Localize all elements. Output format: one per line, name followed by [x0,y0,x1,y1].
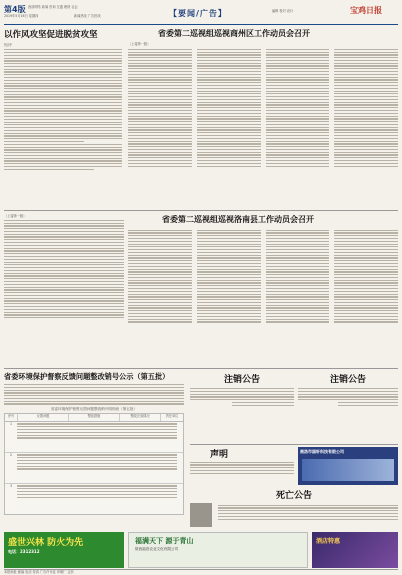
th-unit: 责任单位 [165,413,179,418]
th-problem: 反馈问题 [18,414,69,421]
death-title: 死亡公告 [275,491,312,501]
ad-company-name: 陕西福泊农业文化有限公司 [135,547,179,551]
ad-hotel [312,532,398,568]
portrait-photo [190,503,212,527]
table-row [5,453,183,484]
article2-kicker: （上接第一版） [128,42,151,46]
ad-forest-fire [4,532,124,568]
article-left-mid [4,214,124,364]
notice-cancel-1 [190,372,294,442]
newspaper-logo: 宝鸡日报 [350,6,382,15]
article2-headline: 省委第二巡视组巡视商州区工作动员会召开 [158,29,310,38]
page-header [4,4,398,26]
divider-2 [4,368,398,369]
row-index: 2 [9,452,13,457]
article4-headline: 省委环境保护督察反馈问题整改销号公示（第五批） [4,372,170,381]
article1-headline: 以作风攻坚促进脱贫攻坚 [4,30,98,40]
article3-headline: 省委第二巡视组巡视洛南县工作动员会召开 [162,215,314,224]
table-title: 省委环境保护督察反馈问题整改销号明细表（第五批） [50,406,138,411]
article-luonan [128,214,398,364]
env-table-header [5,414,183,422]
footer-line: 本报地址 邮编 电话 传真 广告许可证 印刷厂 定价 [4,570,74,574]
ad-company-slogan: 福满天下 源于青山 [135,537,194,545]
article-left-top [4,30,124,205]
left-mid-kicker: （上接第一版） [4,214,27,218]
table-row [5,422,183,453]
cancel1-title: 注销公告 [223,375,260,385]
env-table [4,413,184,515]
left-mid-body [4,220,124,319]
side-ad-title: 商洛市国轩科技有限公司 [300,449,344,454]
cancel2-title: 注销公告 [329,375,366,385]
table-row [5,484,183,514]
ad-hotel-text: 酒店特惠 [316,538,341,545]
page-number: 第4版 [4,5,26,14]
ad-company [128,532,308,568]
editor-line: 编辑 校对 设计 [272,9,294,13]
article4-intro [4,384,184,405]
article1-body [4,49,124,170]
row-index: 1 [9,421,13,426]
statement-title: 声明 [210,450,229,460]
header-rule [4,24,398,25]
article-env [4,372,184,530]
article2-columns [128,47,398,168]
side-ad [298,447,398,485]
th-status: 整改完成情况 [120,414,161,421]
notice-death [190,488,398,528]
ad-forest-slogan: 盛世兴林 防火为先 [8,538,84,548]
row-index: 3 [9,483,13,488]
article1-sub: 短评 [4,43,12,47]
date-line: 2019年5月16日 星期四 [4,14,39,18]
divider-1 [4,210,398,211]
th-index: 序号 [5,414,18,421]
divider-3 [190,444,398,445]
masthead-small: 西部网络 新闻 咨询 交通 理财 社会 [28,5,78,9]
contact-line: 新闻热线 广告热线 [74,14,101,18]
notice-statement [190,447,294,485]
article3-columns [128,228,398,324]
ad-forest-tel: 电话：2312312 [8,549,40,554]
th-measures: 整改措施 [69,414,120,421]
article-shangzhou [128,28,398,208]
section-title: 【要闻/广告】 [169,9,227,18]
notice-cancel-2 [298,372,398,442]
